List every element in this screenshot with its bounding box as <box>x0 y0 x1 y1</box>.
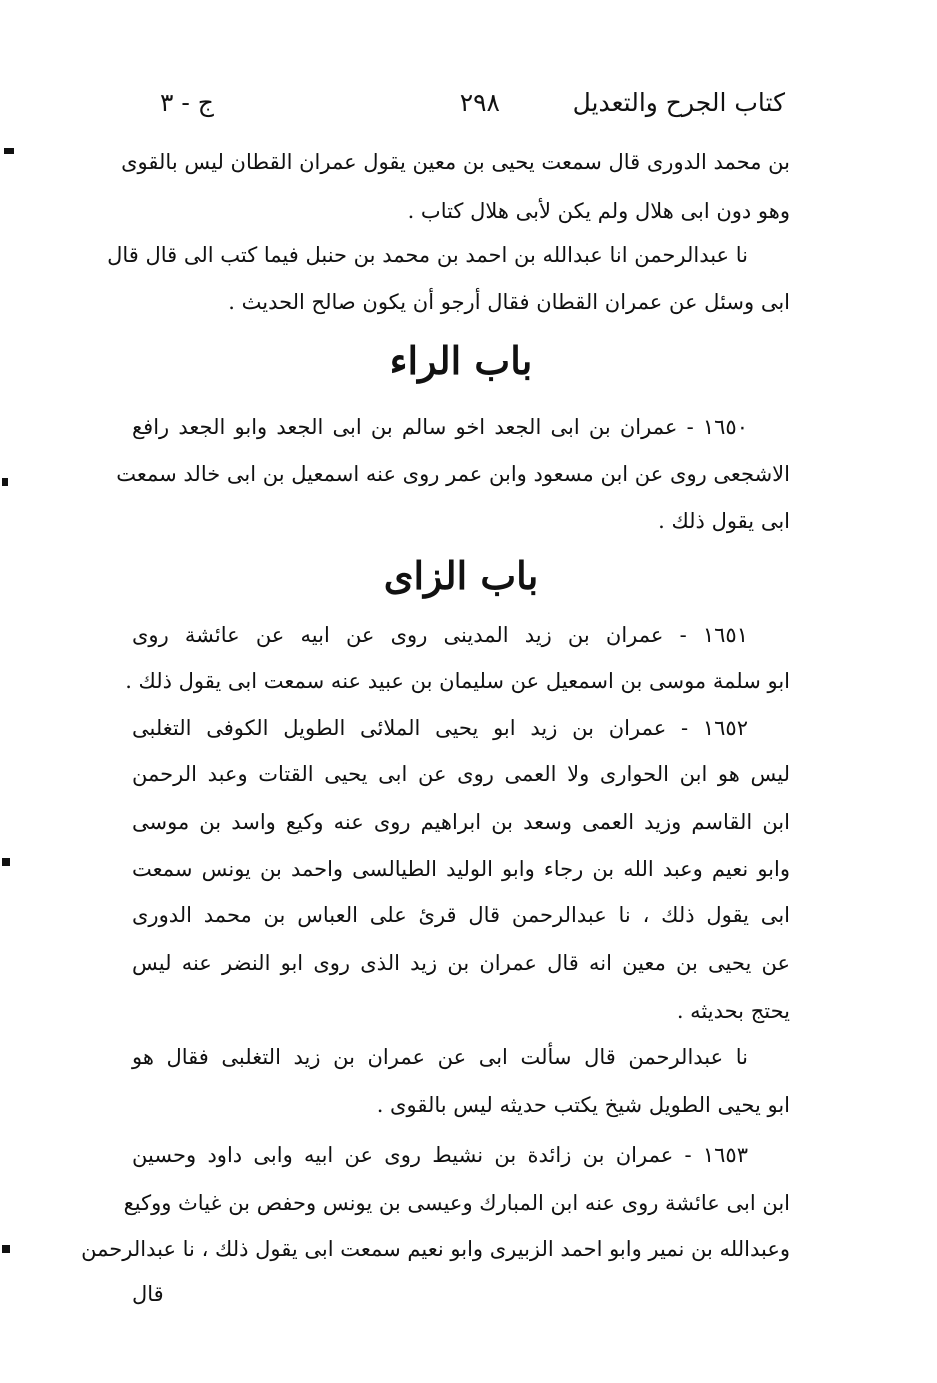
volume-number: ج - ٣ <box>160 88 214 117</box>
text-line: نا عبدالرحمن قال سألت ابى عن عمران بن زيد التغلبى فقال هو <box>132 1045 748 1069</box>
scan-mark <box>2 478 8 486</box>
entry-line: ابن ابى عائشة روى عنه ابن المبارك وعيسى بن يونس وحفص بن غياث ووكيع <box>123 1191 790 1215</box>
entry-line: ١٦٥١ - عمران بن زيد المدينى روى عن ابيه عن عائشة روى <box>132 623 748 647</box>
text-line: نا عبدالرحمن انا عبدالله بن احمد بن محمد بن حنبل فيما كتب الى قال قال <box>107 243 748 267</box>
text-line: بن محمد الدورى قال سمعت يحيى بن معين يقول عمران القطان ليس بالقوى <box>121 150 790 174</box>
scan-mark <box>4 148 14 154</box>
catchword: قال <box>132 1282 164 1306</box>
section-heading-zay: باب الزاى <box>383 553 539 598</box>
entry-line: ابن القاسم وزيد العمى وسعد بن ابراهيم روى عنه وكيع واسد بن موسى <box>132 810 790 834</box>
section-heading-ra: باب الراء <box>389 338 533 383</box>
page-number: ٢٩٨ <box>459 88 500 117</box>
entry-line: ١٦٥٣ - عمران بن زائدة بن نشيط روى عن ابيه وابى داود وحسين <box>132 1143 748 1167</box>
entry-line: ابى يقول ذلك . <box>658 509 790 533</box>
page-header <box>140 88 785 132</box>
entry-line: الاشجعى روى عن ابن مسعود وابن عمر روى عنه اسمعيل بن ابى خالد سمعت <box>116 462 790 486</box>
entry-line: ابى يقول ذلك ، نا عبدالرحمن قال قرئ على العباس بن محمد الدورى <box>132 903 790 927</box>
entry-line: يحتج بحديثه . <box>676 999 790 1023</box>
entry-line: ١٦٥٢ - عمران بن زيد ابو يحيى الملائى الطويل الكوفى التغلبى <box>132 716 748 740</box>
text-line: ابى وسئل عن عمران القطان فقال أرجو أن يكون صالح الحديث . <box>228 290 790 314</box>
text-line: وهو دون ابى هلال ولم يكن لأبى هلال كتاب . <box>407 199 790 223</box>
scan-mark <box>2 1245 10 1253</box>
entry-line: وعبدالله بن نمير وابو احمد الزبيرى وابو نعيم سمعت ابى يقول ذلك ، نا عبدالرحمن <box>81 1237 790 1261</box>
entry-line: ابو سلمة موسى بن اسمعيل عن سليمان بن عبيد عنه سمعت ابى يقول ذلك . <box>125 669 790 693</box>
text-line: ابو يحيى الطويل شيخ يكتب حديثه ليس بالقوى . <box>376 1093 790 1117</box>
entry-line: عن يحيى بن معين انه قال عمران بن زيد الذى روى ابو النضر عنه ليس <box>132 951 790 975</box>
entry-line: وابو نعيم وعبد الله بن رجاء وابو الوليد الطيالسى واحمد بن يونس سمعت <box>132 857 790 881</box>
entry-line: ليس هو ابن الحوارى ولا العمى روى عن ابى يحيى القتات وعبد الرحمن <box>132 762 790 786</box>
entry-line: ١٦٥٠ - عمران بن ابى الجعد اخو سالم بن ابى الجعد وابو الجعد رافع <box>132 415 748 439</box>
scan-mark <box>2 858 10 866</box>
book-title: كتاب الجرح والتعديل <box>572 88 785 117</box>
